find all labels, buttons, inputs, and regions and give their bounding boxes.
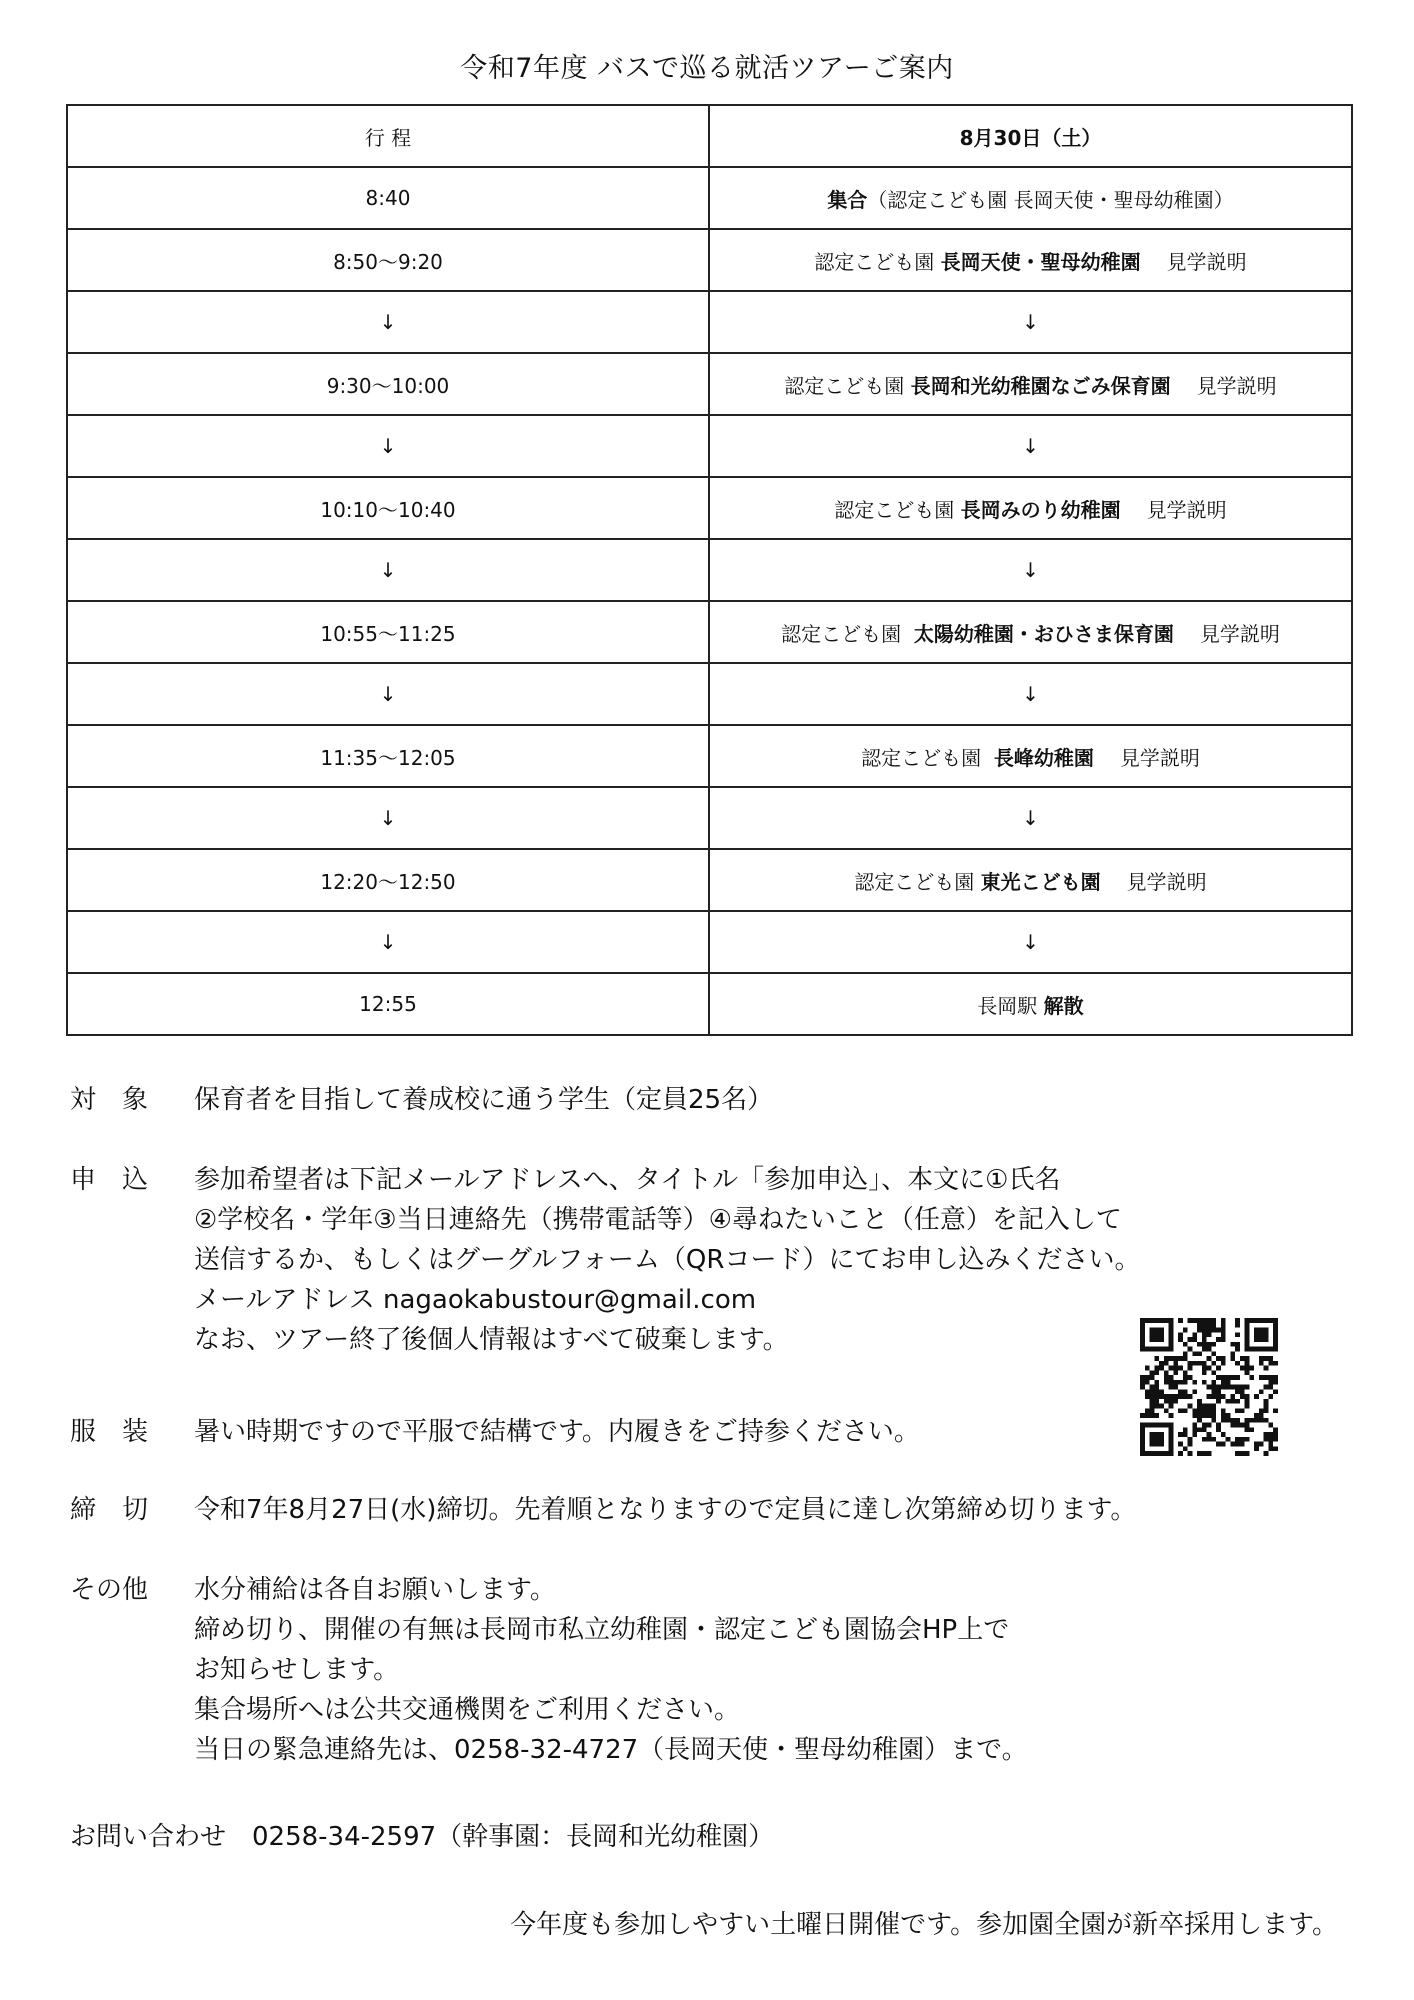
detail-suffix: （認定こども園 長岡天使・聖母幼稚園） — [867, 187, 1234, 212]
down-arrow-icon: ↓ — [67, 539, 709, 601]
schedule-detail — [709, 167, 1352, 229]
down-arrow-icon: ↓ — [67, 663, 709, 725]
schedule-detail — [709, 973, 1352, 1035]
schedule-time: 12:20～12:50 — [67, 849, 709, 911]
other-line-3: お知らせします。 — [194, 1655, 400, 1685]
schedule-header-row — [67, 105, 1352, 167]
schedule-row — [67, 353, 1352, 415]
arrow-row — [67, 787, 1352, 849]
schedule-detail — [709, 229, 1352, 291]
schedule-time: 9:30～10:00 — [67, 353, 709, 415]
detail-venue: 長岡みのり幼稚園 — [960, 497, 1121, 522]
other-line-4: 集合場所へは公共交通機関をご利用ください。 — [194, 1695, 741, 1725]
header-date: 8月30日（土） — [709, 105, 1352, 167]
down-arrow-icon: ↓ — [709, 911, 1352, 973]
detail-note: 見学説明 — [1199, 621, 1280, 646]
arrow-row — [67, 415, 1352, 477]
apply-label: 申 込 — [70, 1165, 149, 1195]
schedule-detail — [709, 601, 1352, 663]
schedule-time: 12:55 — [67, 973, 709, 1035]
detail-prefix: 認定こども園 — [834, 497, 961, 522]
schedule-table — [66, 104, 1353, 1036]
down-arrow-icon: ↓ — [67, 787, 709, 849]
footer-note: 今年度も参加しやすい土曜日開催です。参加園全園が新卒採用します。 — [510, 1910, 1338, 1940]
detail-prefix: 認定こども園 — [781, 621, 914, 646]
dress-label: 服 装 — [70, 1417, 149, 1447]
other-line-5: 当日の緊急連絡先は、0258-32-4727（長岡天使・聖母幼稚園）まで。 — [194, 1735, 1028, 1765]
apply-line-1: 参加希望者は下記メールアドレスへ、タイトル「参加申込」、本文に①氏名 — [194, 1165, 1061, 1195]
detail-prefix: 認定こども園 — [854, 869, 981, 894]
schedule-row — [67, 477, 1352, 539]
target-label: 対 象 — [70, 1085, 149, 1115]
schedule-time: 11:35～12:05 — [67, 725, 709, 787]
detail-venue: 長岡和光幼稚園なごみ保育園 — [910, 373, 1171, 398]
other-line-1: 水分補給は各自お願いします。 — [194, 1575, 556, 1605]
arrow-row — [67, 911, 1352, 973]
down-arrow-icon: ↓ — [67, 415, 709, 477]
document-title: 令和7年度 バスで巡る就活ツアーご案内 — [460, 53, 954, 84]
inquiry-line: お問い合わせ 0258-34-2597（幹事園：長岡和光幼稚園） — [70, 1822, 775, 1852]
arrow-row — [67, 291, 1352, 353]
arrow-row — [67, 663, 1352, 725]
down-arrow-icon: ↓ — [709, 787, 1352, 849]
schedule-time: 8:50～9:20 — [67, 229, 709, 291]
other-line-2: 締め切り、開催の有無は長岡市私立幼稚園・認定こども園協会HP上で — [194, 1615, 1010, 1645]
detail-note: 見学説明 — [1119, 745, 1200, 770]
schedule-row — [67, 849, 1352, 911]
schedule-row — [67, 167, 1352, 229]
detail-venue: 解散 — [1043, 993, 1084, 1018]
schedule-detail — [709, 353, 1352, 415]
schedule-detail — [709, 849, 1352, 911]
qr-code-icon[interactable] — [1140, 1318, 1278, 1456]
down-arrow-icon: ↓ — [67, 911, 709, 973]
detail-prefix: 認定こども園 — [784, 373, 911, 398]
arrow-row — [67, 539, 1352, 601]
schedule-time: 10:10～10:40 — [67, 477, 709, 539]
detail-venue: 長岡天使・聖母幼稚園 — [940, 249, 1141, 274]
dress-text: 暑い時期ですので平服で結構です。内履きをご持参ください。 — [194, 1417, 920, 1447]
detail-prefix: 長岡駅 — [977, 993, 1044, 1018]
detail-note: 見学説明 — [1166, 249, 1247, 274]
header-itinerary: 行 程 — [67, 105, 709, 167]
detail-prefix: 認定こども園 — [814, 249, 941, 274]
down-arrow-icon: ↓ — [709, 663, 1352, 725]
apply-line-3: 送信するか、もしくはグーグルフォーム（QRコード）にてお申し込みください。 — [194, 1245, 1141, 1275]
apply-line-5: なお、ツアー終了後個人情報はすべて破棄します。 — [194, 1325, 789, 1355]
schedule-row — [67, 725, 1352, 787]
down-arrow-icon: ↓ — [67, 291, 709, 353]
other-label: その他 — [70, 1575, 149, 1605]
schedule-time: 8:40 — [67, 167, 709, 229]
detail-note: 見学説明 — [1126, 869, 1207, 894]
schedule-row — [67, 601, 1352, 663]
detail-note: 見学説明 — [1146, 497, 1227, 522]
apply-line-2: ②学校名・学年③当日連絡先（携帯電話等）④尋ねたいこと（任意）を記入して — [194, 1205, 1122, 1235]
detail-venue: 長峰幼稚園 — [993, 745, 1094, 770]
schedule-row — [67, 973, 1352, 1035]
down-arrow-icon: ↓ — [709, 539, 1352, 601]
schedule-detail — [709, 477, 1352, 539]
detail-venue: 集合 — [827, 187, 868, 212]
down-arrow-icon: ↓ — [709, 291, 1352, 353]
down-arrow-icon: ↓ — [709, 415, 1352, 477]
detail-note: 見学説明 — [1196, 373, 1277, 398]
deadline-label: 締 切 — [70, 1495, 149, 1525]
target-text: 保育者を目指して養成校に通う学生（定員25名） — [194, 1085, 774, 1115]
detail-venue: 東光こども園 — [980, 869, 1101, 894]
schedule-detail — [709, 725, 1352, 787]
apply-email-line[interactable]: メールアドレス nagaokabustour@gmail.com — [194, 1285, 757, 1315]
detail-prefix: 認定こども園 — [861, 745, 994, 770]
detail-venue: 太陽幼稚園・おひさま保育園 — [913, 621, 1174, 646]
deadline-text: 令和7年8月27日(水)締切。先着順となりますので定員に達し次第締め切ります。 — [194, 1495, 1137, 1525]
schedule-time: 10:55～11:25 — [67, 601, 709, 663]
schedule-row — [67, 229, 1352, 291]
